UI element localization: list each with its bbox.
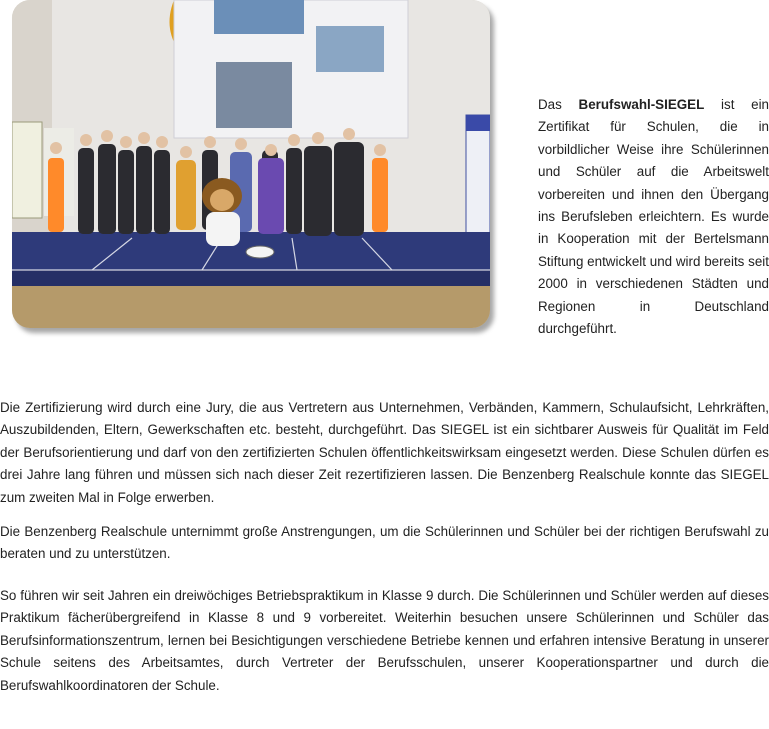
banner-right-header: [466, 115, 490, 131]
ceremony-photo-illustration: [12, 0, 490, 328]
stage-front: [12, 270, 490, 286]
photo-floor: [12, 282, 490, 328]
ceremony-photo: [12, 0, 490, 328]
banner-right: [466, 115, 490, 237]
intro-lead: Das: [538, 97, 579, 112]
slide-image-3: [216, 62, 292, 128]
banner-left: [12, 122, 42, 218]
intro-emphasis: Berufswahl-SIEGEL: [578, 97, 705, 112]
paragraph-internship: So führen wir seit Jahren ein dreiwöchiges Betriebspraktikum in Klasse 9 durch. Die Schülerinnen und Schüler werden auf dieses Praktikum fächerübergreifend in Klasse 8 und 9 vorbereitet. Weiterhin besuchen unsere Schülerinnen und Schüler das Berufsinformationszentrum, lernen bei Besichtigungen verschiedene Betriebe kennen und erfahren intensive Beratung in unserer Schule seitens des Arbeitsamtes, durch Vertreter der Berufsschulen, unserer Kooperationspartner und durch die Berufswahlkoordinatoren der Schule.: [0, 588, 769, 693]
intro-text: [538, 94, 769, 340]
paragraph-efforts: Die Benzenberg Realschule unternimmt große Anstrengungen, um die Schülerinnen und Schüler bei der richtigen Berufswahl zu beraten und zu unterstützen.: [0, 524, 769, 562]
paragraph-certification: Die Zertifizierung wird durch eine Jury, die aus Vertretern aus Unternehmen, Verbänden, Kammern, Schulaufsicht, Lehrkräften, Auszubildenden, Eltern, Gewerkschaften etc. besteht, durchgeführt. Das SIEGEL ist ein sichtbarer Ausweis für Qualität im Feld der Berufsorientierung und darf von den zertifizierten Schulen öffentlichkeitswirksam eingesetzt werden. Diese Schulen dürfen es drei Jahre lang führen und müssen sich nach dieser Zeit rezertifizieren lassen. Die Benzenberg Realschule konnte das SIEGEL zum zweiten Mal in Folge erwerben.: [0, 400, 769, 505]
slide-image-1: [214, 0, 304, 34]
slide-image-2: [316, 26, 384, 72]
intro-rest: ist ein Zertifikat für Schulen, die in vorbildlicher Weise ihre Schülerinnen und Schüler auf die Arbeitswelt vorbereiten und ihnen den Übergang ins Berufsleben erleichtern. Es wurde in Kooperation mit der Bertelsmann Stiftung entwickelt und wird bereits seit 2000 in verschiedenen Städten und Regionen in Deutschland durchgeführt.: [538, 97, 769, 337]
